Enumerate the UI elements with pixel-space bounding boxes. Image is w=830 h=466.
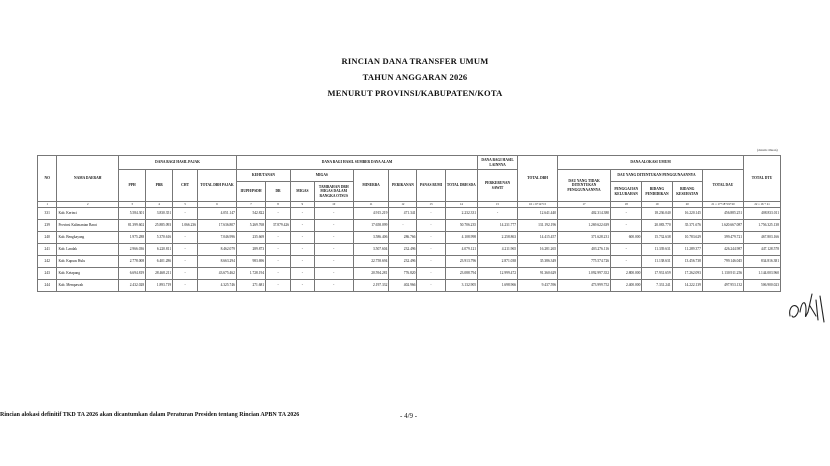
cell-name: Kab. Kerinci [57,208,119,220]
cell-psdh: 271.681 [236,280,265,292]
cell-perik: 286.766 [389,232,417,244]
cell-no: 331 [38,208,57,220]
cell-tsda: 2.232.331 [445,208,477,220]
cell-sawit: 2.258.863 [478,232,518,244]
cell-tp: 8.462.079 [198,244,237,256]
cell-tdtu: 408.833.011 [744,208,781,220]
cell-dr: - [266,268,291,280]
cell-name: Provinsi Kalimantan Barat [57,220,119,232]
cell-kes: 16.220.145 [672,208,702,220]
cell-migas: - [290,244,314,256]
column-number: 20 [672,202,702,208]
table-body [38,208,781,292]
cell-tsda: 4.108.998 [445,232,477,244]
cell-panas: - [417,208,445,220]
column-number: 16 = 6+14+15 [518,202,558,208]
cell-tdau: 1.620.667.087 [702,220,743,232]
column-number: 11 [353,202,389,208]
cell-migas: - [290,208,314,220]
column-number: 22 = 16 + 21 [744,202,781,208]
cell-tamb: - [314,268,353,280]
cell-tp: 43.675.462 [198,268,237,280]
cell-tdau: 426.244.987 [702,244,743,256]
cell-sawit: 1.698.966 [478,280,518,292]
cell-minerba: 3.507.604 [353,244,389,256]
column-number: 19 [642,202,672,208]
cell-tdbh: 131.192.196 [518,220,558,232]
cell-pph: 2.966.036 [119,244,146,256]
column-number: 4 [146,202,173,208]
cell-tdbh: 9.437.596 [518,280,558,292]
cell-pend: 11.339.631 [642,244,672,256]
hdr-daerah: NAMA DAERAH [57,156,119,202]
cell-psdh: 235.669 [236,232,265,244]
cell-peng: 600.000 [611,232,642,244]
hdr-pbb: PBB [146,170,173,202]
hdr-pendidikan: BIDANG PENDIDIKAN [642,182,672,202]
cell-peng: - [611,220,642,232]
hdr-migas-sub: MIGAS [290,182,314,202]
cell-tdtu: 1.756.325.138 [744,220,781,232]
hdr-no: NO [38,156,57,202]
hdr-migas: MIGAS [290,170,353,182]
cell-name: Kab. Ketapang [57,268,119,280]
cell-migas: - [290,220,314,232]
cell-tdtu: 447.128.578 [744,244,781,256]
table-row [38,220,781,232]
cell-migas: - [290,268,314,280]
cell-pbb: 1.893.719 [146,280,173,292]
cell-tp: 8.663.294 [198,256,237,268]
cell-migas: - [290,232,314,244]
column-number: 14 [445,202,477,208]
doc-title-line3: MENURUT PROVINSI/KABUPATEN/KOTA [327,88,503,98]
cell-tdbh: 91.360.629 [518,268,558,280]
column-number: 6 [198,202,237,208]
column-number: 15 [478,202,518,208]
cell-dau1: 1.269.622.639 [558,220,611,232]
transfer-table [37,155,781,292]
cell-dr: - [266,256,291,268]
cell-pend: 20.083.770 [642,220,672,232]
cell-dr: - [266,208,291,220]
cell-cht: - [173,256,198,268]
cell-psdh: 983.696 [236,256,265,268]
cell-cht: 1.066.236 [173,220,198,232]
hdr-dbh-pajak: DANA BAGI HASIL PAJAK [119,156,237,170]
cell-pend: 7.331.241 [642,280,672,292]
cell-cht: - [173,208,198,220]
cell-dr: - [266,280,291,292]
cell-minerba: 4.915.219 [353,208,389,220]
cell-panas: - [417,268,445,280]
cell-cht: - [173,244,198,256]
cell-kes: 17.262.093 [672,268,702,280]
cell-name: Kab. Mempawah [57,280,119,292]
cell-dau1: 402.314.380 [558,208,611,220]
hdr-tambahan: TAMBAHAN DBH MIGAS DALAM RANGKA OTSUS [314,182,353,202]
cell-pbb: 5.370.616 [146,232,173,244]
hdr-dau-ditentukan: DAU YANG DITENTUKAN PENGGUNAANNYA [611,170,703,182]
cell-tsda: 23.088.794 [445,268,477,280]
table-row [38,280,781,292]
doc-title-line1: RINCIAN DANA TRANSFER UMUM [341,56,489,66]
cell-tsda: 23.913.796 [445,256,477,268]
cell-dau1: 775.574.726 [558,256,611,268]
cell-tamb: - [314,220,353,232]
hdr-panas-bumi: PANAS BUMI [417,170,445,202]
hdr-dau-tidak: DAU YANG TIDAK DITENTUKAN PENGGUNAANNYA [558,170,611,202]
cell-kes: 14.222.139 [672,280,702,292]
cell-pph: 2.432.028 [119,280,146,292]
cell-panas: - [417,280,445,292]
hdr-penggajian: PENGGAJIAN KELURAHAN [611,182,642,202]
cell-psdh: 5.269.768 [236,220,265,232]
cell-cht: - [173,232,198,244]
cell-tdtu: 1.144.003.960 [744,268,781,280]
cell-pph: 5.584.301 [119,208,146,220]
cell-kes: 13.456.738 [672,256,702,268]
column-number: 2 [57,202,119,208]
cell-sawit: 4.211.965 [478,244,518,256]
cell-peng: - [611,244,642,256]
cell-dr: - [266,232,291,244]
cell-tdbh: 35.386.349 [518,256,558,268]
cell-tamb: - [314,232,353,244]
signature-icon [786,286,828,330]
column-number: 3 [119,202,146,208]
cell-tp: 4.325.746 [198,280,237,292]
cell-tp: 7.046.996 [198,232,237,244]
cell-tdau: 497.953.132 [702,280,743,292]
cell-no: 242 [38,256,57,268]
hdr-dau: DANA ALOKASI UMUM [558,156,744,170]
cell-tdau: 1.130.911.256 [702,268,743,280]
column-number: 9 [290,202,314,208]
cell-pbb: 3.830.351 [146,208,173,220]
hdr-total-dtu: TOTAL DTU [744,156,781,202]
cell-psdh: 1.728.194 [236,268,265,280]
column-number: 10 [314,202,353,208]
cell-dau1: 403.276.116 [558,244,611,256]
hdr-total-dbh: TOTAL DBH [518,156,558,202]
table-row [38,256,781,268]
cell-sawit: 14.231.777 [478,220,518,232]
hdr-kehutanan: KEHUTANAN [236,170,290,182]
cell-no: 239 [38,220,57,232]
cell-pbb: 6.220.811 [146,244,173,256]
cell-minerba: 3.586.406 [353,232,389,244]
unit-note: (dalam ribuan) [757,148,778,152]
cell-pend: 18.236.040 [642,208,672,220]
cell-tdtu: 506.900.023 [744,280,781,292]
cell-psdh: 289.873 [236,244,265,256]
cell-tdbh: 16.281.265 [518,244,558,256]
cell-tsda: 3.132.905 [445,280,477,292]
cell-panas: - [417,220,445,232]
footer-note: Rincian alokasi definitif TKD TA 2026 akan dicantumkan dalam Peraturan Presiden tentang Rincian APBN TA 2026 [0,412,300,418]
cell-psdh: 542.822 [236,208,265,220]
cell-minerba: 2.197.332 [353,280,389,292]
cell-tdtu: 467.803.166 [744,232,781,244]
cell-sawit: - [478,208,518,220]
cell-tamb: - [314,280,353,292]
hdr-cht: CHT [173,170,198,202]
table-row [38,268,781,280]
hdr-dr: DR [266,182,291,202]
hdr-total-dau: TOTAL DAU [702,170,743,202]
cell-cht: - [173,280,198,292]
cell-kes: 35.371.676 [672,220,702,232]
cell-tsda: 4.079.121 [445,244,477,256]
cell-pph: 1.975.288 [119,232,146,244]
cell-pph: 6.694.819 [119,268,146,280]
cell-migas: - [290,280,314,292]
column-number: 13 [417,202,445,208]
cell-peng: - [611,256,642,268]
cell-pbb: 25.885.093 [146,220,173,232]
hdr-total-dbh-sda: TOTAL DBH SDA [445,170,477,202]
cell-panas: - [417,232,445,244]
cell-tdau: 799.146.045 [702,256,743,268]
cell-tamb: - [314,208,353,220]
hdr-dbh-sda: DANA BAGI HASIL SUMBER DAYA ALAM [236,156,477,170]
cell-dau1: 473.999.752 [558,280,611,292]
cell-peng: 2.400.000 [611,280,642,292]
cell-tdbh: 12.641.440 [518,208,558,220]
cell-tdau: 456.885.251 [702,208,743,220]
cell-dau1: 371.628.231 [558,232,611,244]
cell-no: 244 [38,280,57,292]
column-number: 21 = 17+18+19+20 [702,202,743,208]
cell-tdau: 399.479.721 [702,232,743,244]
cell-tp: 4.051.147 [198,208,237,220]
cell-dr: - [266,244,291,256]
table-row [38,232,781,244]
cell-no: 241 [38,244,57,256]
hdr-total-dbh-pajak: TOTAL DBH PAJAK [198,170,237,202]
hdr-dbh-lain: DANA BAGI HASIL LAINNYA [478,156,518,170]
cell-pend: 15.732.638 [642,232,672,244]
cell-no: 240 [38,232,57,244]
cell-peng: - [611,208,642,220]
cell-migas: - [290,256,314,268]
column-number: 5 [173,202,198,208]
page-number: - 4/9 - [400,412,418,420]
cell-panas: - [417,244,445,256]
hdr-perkebunan: PERKEBUNAN SAWIT [478,170,518,202]
cell-dr: 37.879.426 [266,220,291,232]
hdr-psdh: IIUPH/PSDH [236,182,265,202]
hdr-perikanan: PERIKANAN [389,170,417,202]
cell-name: Kab. Kapuas Hulu [57,256,119,268]
cell-peng: 2.800.000 [611,268,642,280]
table-row [38,208,781,220]
cell-dau1: 1.092.997.352 [558,268,611,280]
cell-sawit: 2.871.038 [478,256,518,268]
cell-perik: 232.496 [389,244,417,256]
cell-pph: 2.778.008 [119,256,146,268]
cell-pbb: 6.401.286 [146,256,173,268]
cell-tamb: - [314,244,353,256]
cell-cht: - [173,268,198,280]
column-number: 12 [389,202,417,208]
cell-no: 243 [38,268,57,280]
cell-perik: 776.820 [389,268,417,280]
cell-perik: 232.496 [389,256,417,268]
cell-perik: - [389,220,417,232]
cell-name: Kab. Landak [57,244,119,256]
cell-pph: 81.399.602 [119,220,146,232]
hdr-minerba: MINERBA [353,170,389,202]
cell-minerba: 20.594.281 [353,268,389,280]
cell-perik: 402.966 [389,280,417,292]
cell-name: Kab. Bengkayang [57,232,119,244]
cell-tsda: 50.706.235 [445,220,477,232]
hdr-pph: PPH [119,170,146,202]
cell-sawit: 12.999.472 [478,268,518,280]
hdr-kesehatan: BIDANG KESEHATAN [672,182,702,202]
cell-tdbh: 14.415.457 [518,232,558,244]
column-number: 8 [266,202,291,208]
table-row [38,244,781,256]
cell-pend: 11.138.631 [642,256,672,268]
cell-minerba: 17.658.099 [353,220,389,232]
column-number: 7 [236,202,265,208]
cell-minerba: 22.758.694 [353,256,389,268]
column-number: 17 [558,202,611,208]
cell-panas: - [417,256,445,268]
cell-perik: 471.341 [389,208,417,220]
cell-tdtu: 834.816.381 [744,256,781,268]
cell-tp: 17.636.807 [198,220,237,232]
cell-tamb: - [314,256,353,268]
cell-pend: 17.931.659 [642,268,672,280]
column-number: 1 [38,202,57,208]
cell-kes: 11.289.377 [672,244,702,256]
doc-title-line2: TAHUN ANGGARAN 2026 [362,72,468,82]
cell-kes: 10.783.629 [672,232,702,244]
column-number: 18 [611,202,642,208]
cell-pbb: 28.468.211 [146,268,173,280]
